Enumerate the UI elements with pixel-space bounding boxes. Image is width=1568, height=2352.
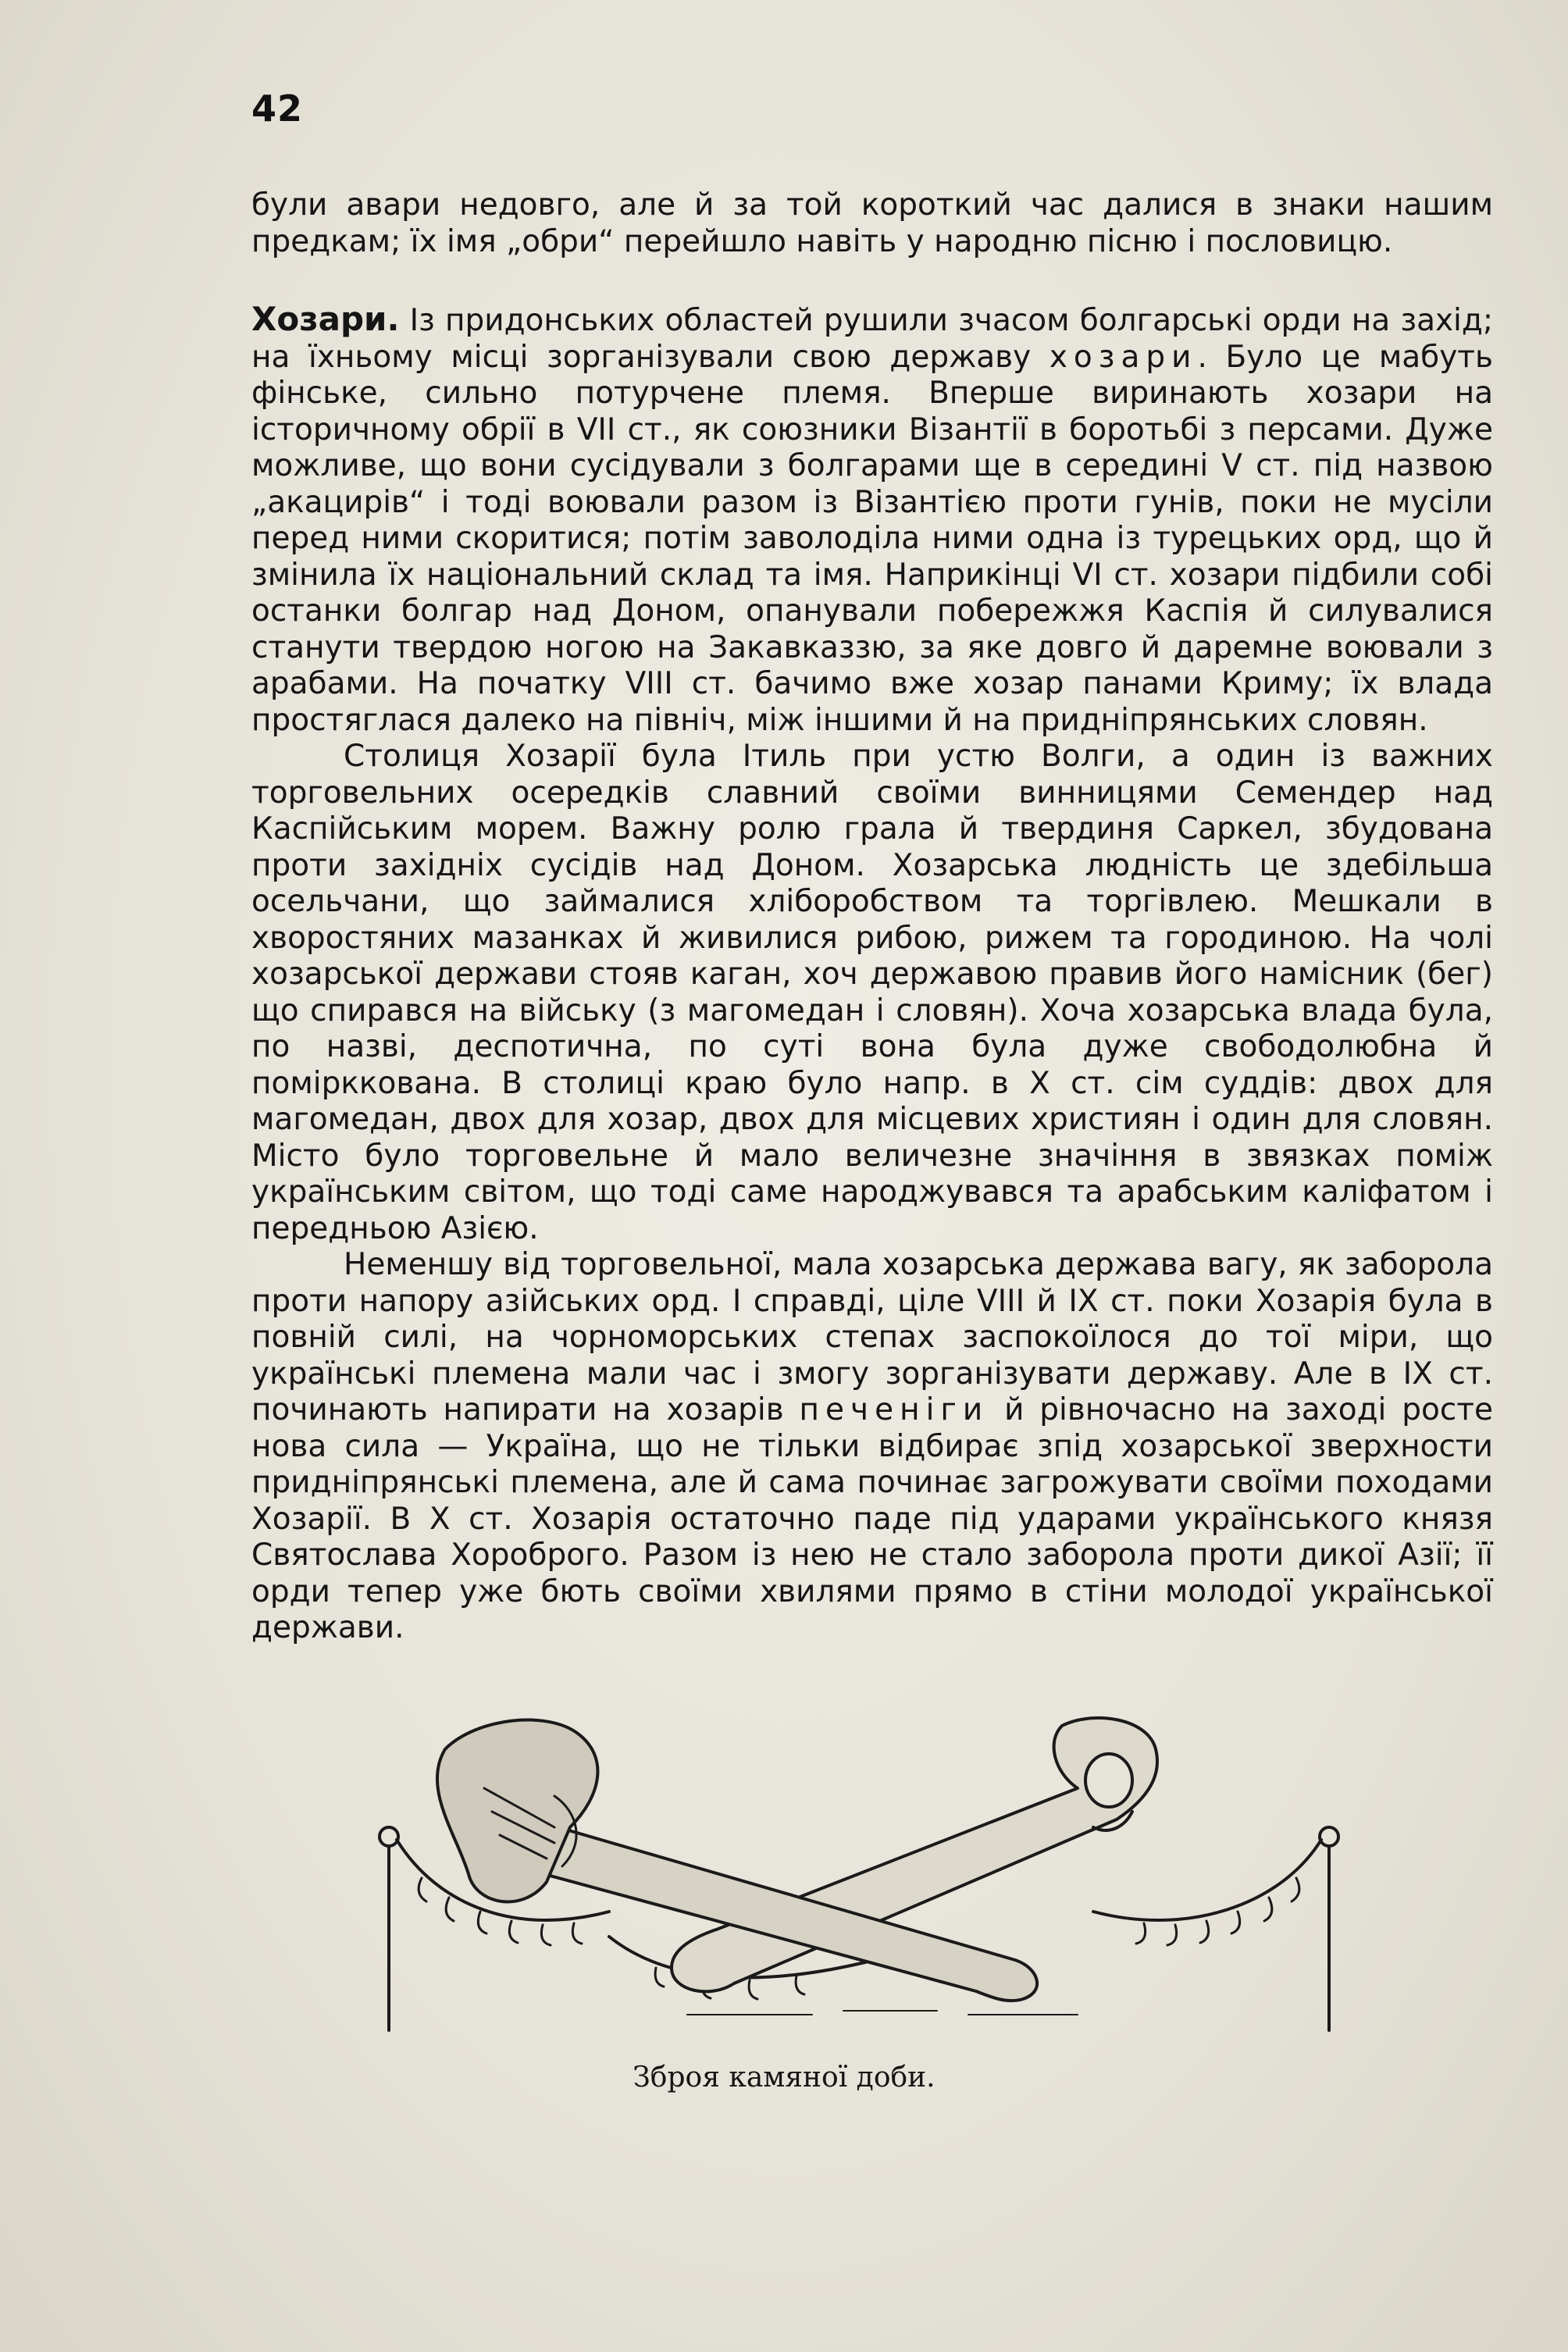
- khazars-section: [251, 301, 1493, 1647]
- right-cord-icon: [1093, 1840, 1321, 1920]
- spaced-term-pechenegs: печеніги: [799, 1392, 989, 1427]
- intro-paragraph-block: [251, 187, 1493, 260]
- section-paragraph-2: Столиця Хозарії була Ітиль при устю Волги, а один із важних торговельних осередків славний своїми винницями Семендер над Каспійським морем. Важну ролю грала й твердиня Саркел, збудована проти західніх сусідів над Доном. Хозарська людність це здебільша осельчани, що займалися хліборобством та торгівлею. Мешкали в хворостяних мазанках й живилися рибою, рижем та городиною. На чолі хозарської держави стояв каган, хоч державою правив його намісник (бег) що спирався на війську (з магомедан і словян). Хоча хозарська влада була, по назві, деспотична, по суті вона була дуже свободолюбна й помірккована. В столиці краю було напр. в X ст. сім суддів: двох для магомедан, двох для хозар, двох для місцевих християн і один для словян. Місто було торговельне й мало величезне значіння в звязках поміж українським світом, що тоді саме народжувався та арабським каліфатом і передньою Азією.: [251, 739, 1493, 1246]
- right-post-icon: [1320, 1827, 1338, 2030]
- paragraph-1-part-a: Із придонських областей рушили зчасом болгарські орди на захід; на їхньому місці зорганізували свою державу: [251, 303, 1493, 375]
- left-post-icon: [380, 1827, 398, 2030]
- intro-paragraph: були авари недовго, але й за той короткий час далися в знаки нашим предкам; їх імя „обри“ перейшло навіть у народню пісню і пословицю.: [251, 187, 1493, 259]
- figure-caption: Зброя камяної доби.: [633, 2062, 935, 2094]
- paragraph-1-part-b: . Було це мабуть фінське, сильно потурчене племя. Вперше виринають хозари на історичному обрії в VII ст., як союзники Візантії в боротьбі з персами. Дуже можливе, що вони сусідували з болгарами ще в середині V ст. під назвою „акацирів“ і тоді воювали разом із Візантією проти гунів, поки не мусіли перед ними скоритися; потім заволоділа ними одна із турецьких орд, що й змінила їх національний склад та імя. Наприкінці VI ст. хозари підбили собі останки болгар над Доном, опанували побережжя Каспія й силувалися станути твердою ногою на Закавказзю, за яке довго й даремне воювали з арабами. На початку VIII ст. бачимо вже хозар панами Криму; їх влада простяглася далеко на північ, між іншими й на придніпрянських словян.: [251, 339, 1494, 738]
- section-heading: Хозари.: [251, 300, 400, 338]
- paragraph-3-part-a: Неменшу від торговельної, мала хозарська держава вагу, як заборола проти напору азійських орд. І справді, ціле VIII й IX ст. поки Хозарія була в повній силі, на чорноморських степах заспокоїлося до тої міри, що українські племена мали час і змогу зорганізувати державу. Але в IX ст. починають напирати на хозарів: [251, 1247, 1493, 1427]
- section-paragraph-3: [251, 1247, 1493, 1647]
- stone-age-weapons-illustration: [375, 1702, 1343, 2038]
- section-paragraph-1: [251, 301, 1493, 739]
- ground-hatching-icon: [687, 2011, 1078, 2015]
- spaced-term-khazars: хозари: [1049, 339, 1198, 375]
- paragraph-3-part-b: й рівночасно на заході росте нова сила — Україна, що не тільки відбирає зпід хозарської зверхности придніпрянські племена, але й сама починає загрожувати своїми походами Хозарії. В X ст. Хозарія остаточно паде під ударами українського князя Святослава Хороброго. Разом із нею не стало заборола проти дикої Азії; її орди тепер уже бють своїми хвилями прямо в стіни молодої української держави.: [251, 1392, 1494, 1645]
- page-number: 42: [251, 87, 304, 130]
